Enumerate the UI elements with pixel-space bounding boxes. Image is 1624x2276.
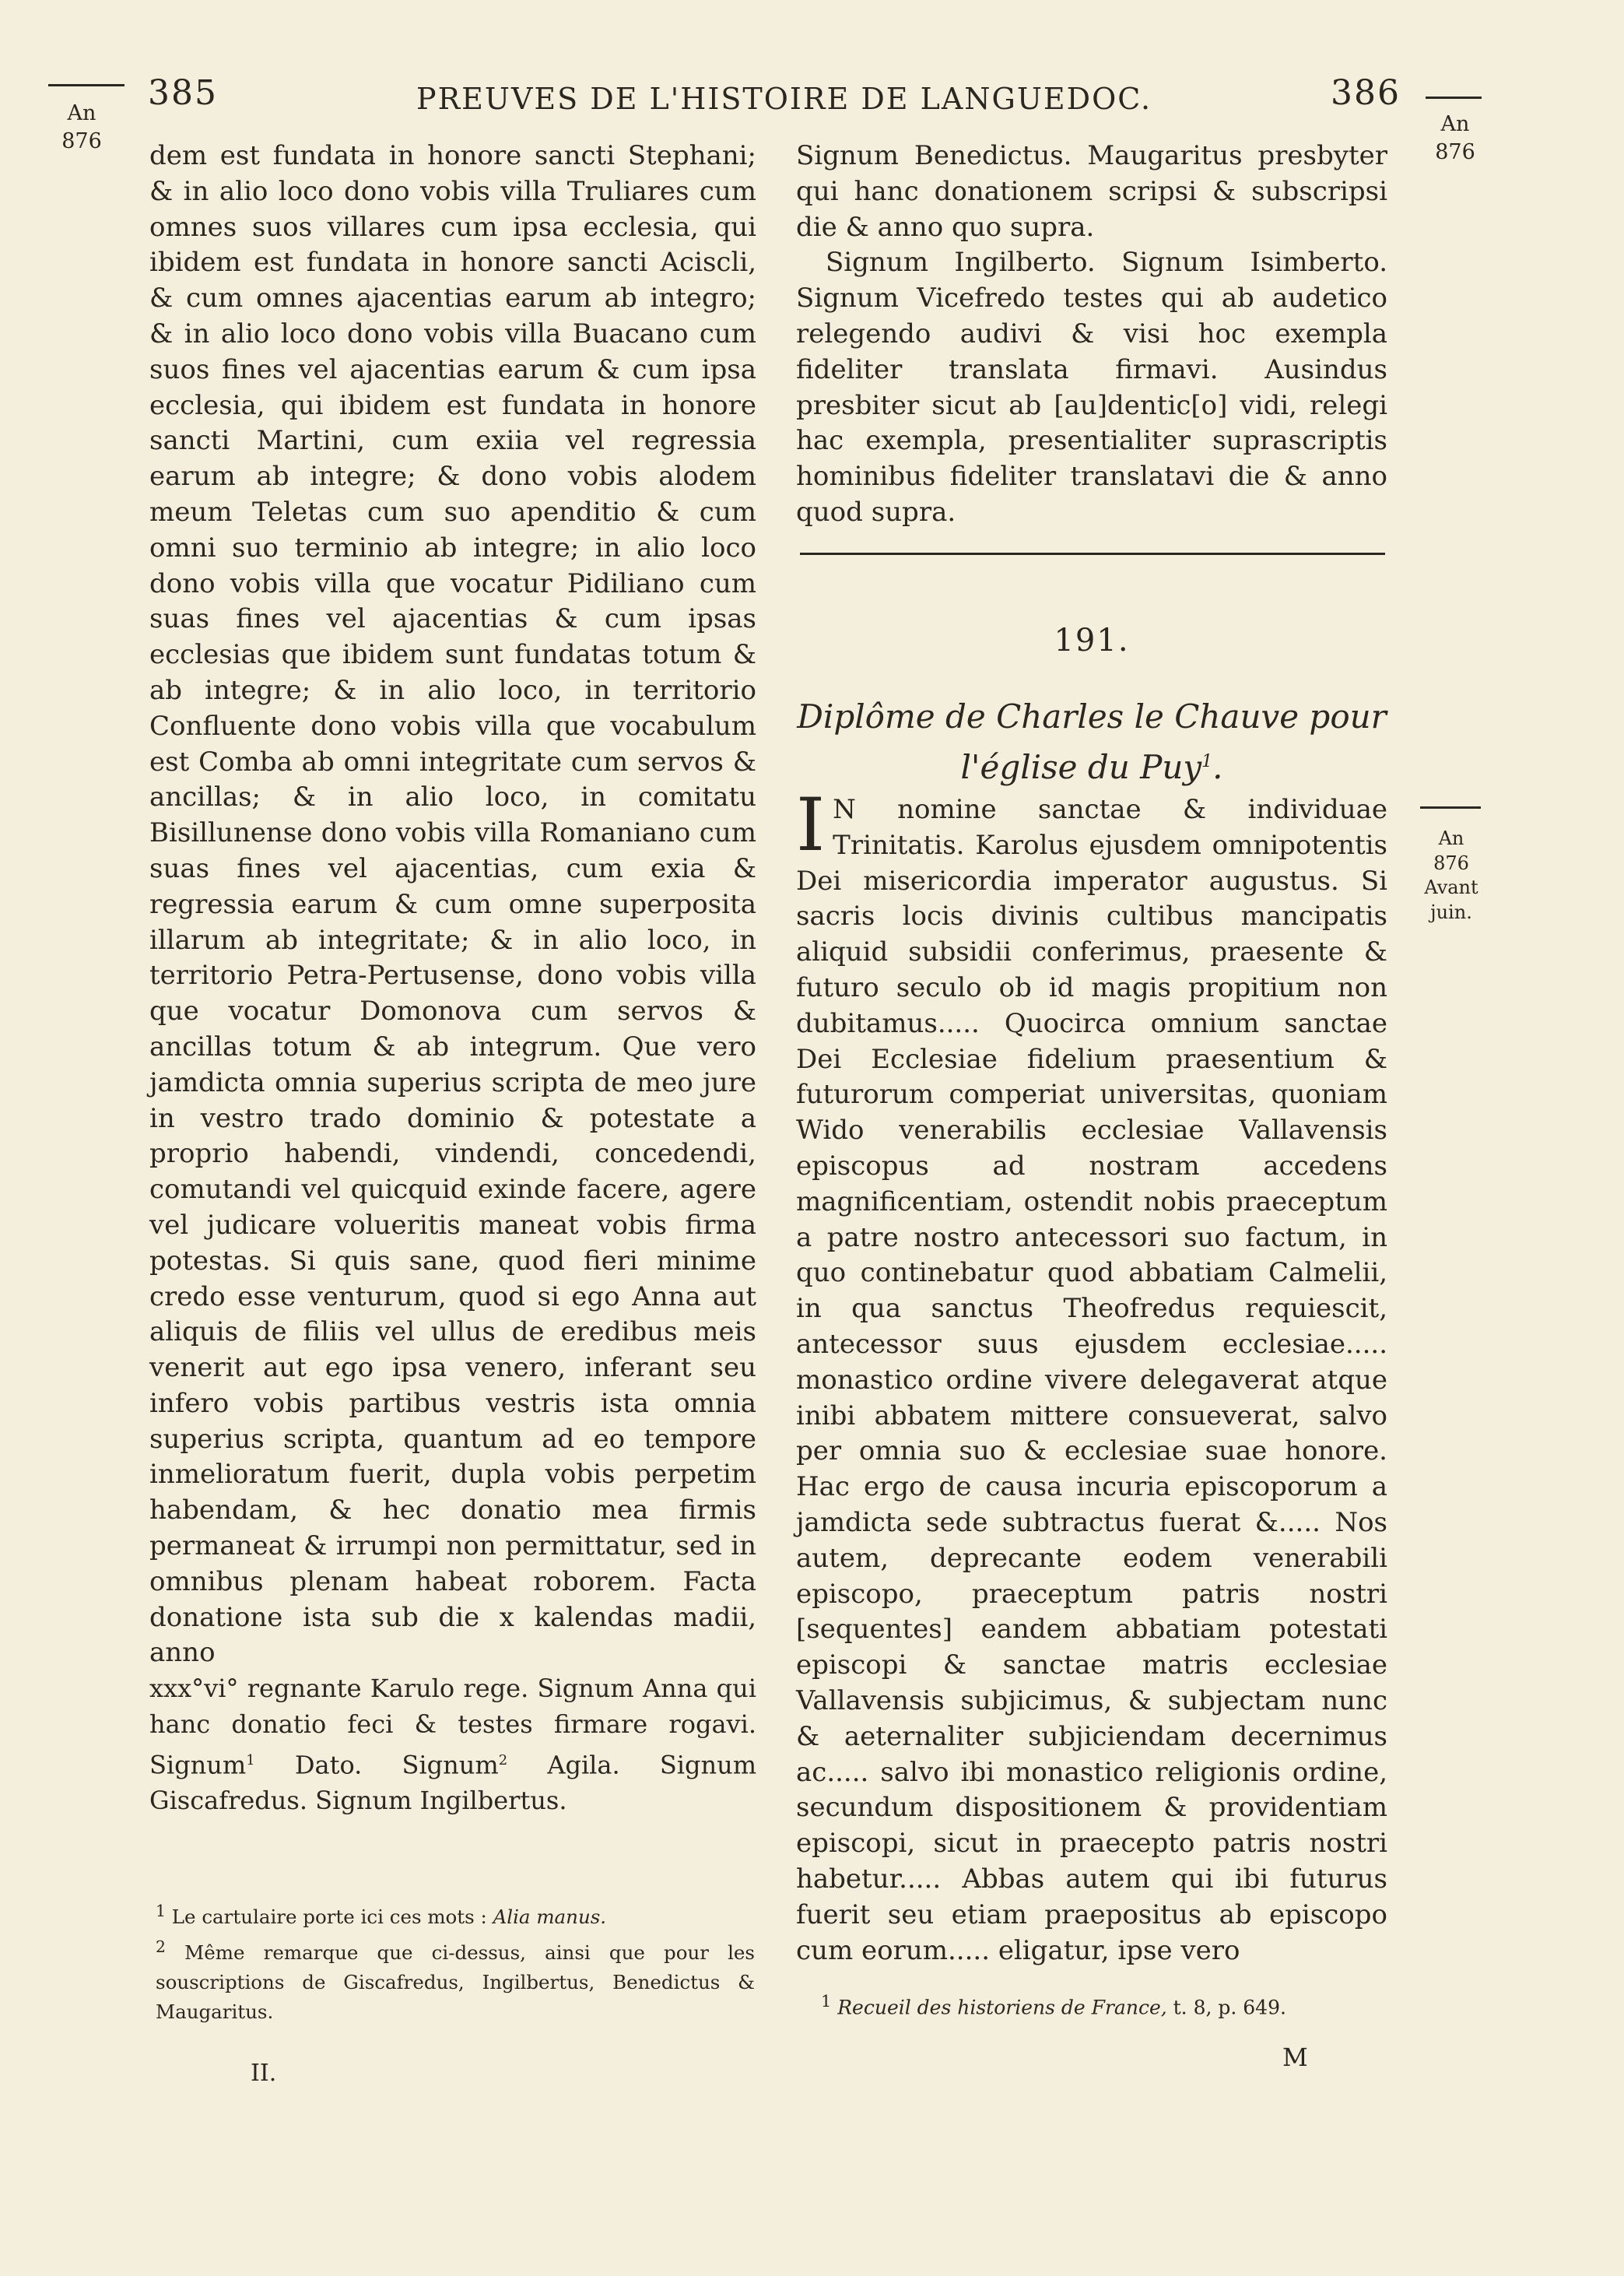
signum-2: Signum [402, 1750, 499, 1780]
document-title-text: Diplôme de Charles le Chauve pour l'église du Puy [797, 697, 1387, 786]
right-column [796, 139, 1387, 531]
signatures-line-1: xxx°vi° regnante Karulo rege. Signum Anna qui hanc donatio feci & testes firmare rogavi. [149, 1674, 756, 1740]
footnote-1-italic: Alia manus. [493, 1905, 607, 1929]
diploma-body [796, 783, 1387, 1969]
footnote-2-text: Même remarque que ci-dessus, ainsi que pour les souscriptions de Giscafredus, Ingilbertus, Benedictus & Maugaritus. [156, 1941, 755, 2024]
left-signatures: xxx°vi° regnante Karulo rege. Signum Anna qui hanc donatio feci & testes firmare rogavi. Signum$^1$ Dato. Signum$^2$ Agila. Signum Giscafredus. Signum Ingilbertus. [149, 1674, 757, 1816]
margin-year-left [51, 100, 113, 155]
right-para-2: Signum Ingilberto. Signum Isimberto. Signum Vicefredo testes qui ab audetico relegendo audivi & visi hoc exempla fideliter translata firmavi. Ausindus presbiter sicut ab [au]dentic[o] vidi, relegi hac exempla, presentialiter suprascriptis hominibus fideliter translatavi die & anno quod supra. [796, 247, 1387, 528]
margin-doc-num: 876 [1433, 852, 1469, 874]
left-footnotes [156, 1899, 755, 2030]
margin-year-right-an: An [1440, 112, 1470, 136]
margin-date-doc [1420, 827, 1482, 926]
margin-year-left-num: 876 [61, 128, 102, 153]
margin-doc-avant: Avant [1424, 876, 1478, 899]
document-title-note: 1 [1201, 752, 1213, 771]
dropcap-letter: I [796, 783, 826, 868]
footnote-1-mark: 1 [156, 1902, 166, 1920]
page-number-right: 386 [1331, 73, 1401, 113]
running-title: PREUVES DE L'HISTOIRE DE LANGUEDOC. [416, 82, 1152, 116]
footnote-1-text: Le cartulaire porte ici ces mots : [171, 1905, 493, 1929]
sig-dato: Dato. [294, 1750, 363, 1780]
right-footnote [821, 1989, 1381, 2026]
sig-rest: Agila. Signum Giscafredus. Signum Ingilbertus. [149, 1750, 757, 1816]
right-footnote-text: t. 8, p. 649. [1166, 1996, 1286, 2019]
margin-doc-juin: juin. [1430, 901, 1472, 924]
right-footnote-line [821, 1989, 1381, 2023]
document-title: Diplôme de Charles le Chauve pour l'église du Puy$^1$. [797, 697, 1387, 786]
margin-year-right [1424, 111, 1486, 166]
footnote-2 [156, 1935, 755, 2027]
margin-year-right-num: 876 [1435, 139, 1475, 164]
margin-rule-right [1426, 97, 1482, 99]
footnote-2-mark: 2 [156, 1937, 166, 1957]
margin-doc-an: An [1438, 827, 1464, 849]
document-number: 191. [1054, 623, 1130, 659]
right-para-1: Signum Benedictus. Maugaritus presbyter qui hanc donationem scripsi & subscripsi die & anno quo supra. [796, 140, 1387, 243]
diploma-start: N nomine sanctae & individuae Trinitatis. [833, 794, 1387, 861]
diploma-continued: Karolus ejusdem omnipotentis Dei misericordia imperator augustus. Si sacris locis divinis cultibus mancipatis aliquid subsidii conferimus, praesente & futuro seculo ob id magis propitium non dubitamus..... Quocirca omnium sanctae Dei Ecclesiae fidelium praesentium & futurorum comperiat universitas, quoniam Wido venerabilis ecclesiae Vallavensis episcopus ad nostram accedens magnificentiam, ostendit nobis praeceptum a patre nostro antecessori suo factum, in quo continebatur quod abbatiam Calmelii, in qua sanctus Theofredus requiescit, antecessor suus ejusdem ecclesiae..... monastico ordine vivere delegaverat atque inibi abbatem mittere consueverat, salvo per omnia suo & ecclesiae suae honore. Hac ergo de causa incuria episcoporum a jamdicta sede subtractus fuerat &..... Nos autem, deprecante eodem venerabili episcopo, praeceptum patris nostri [sequentes] eandem abbatiam potestati episcopi & sanctae matris ecclesiae Vallavensis subjicimus, & subjectam nunc & aeternaliter subjiciendam decernimus ac..... salvo ibi monastico religionis ordine, secundum dispositionem & providentiam episcopi, sicut in praecepto patris nostri habetur..... Abbas autem qui ibi futurus fuerit seu etiam praepositus ab episcopo cum eorum..... eligatur, ipse vero [796, 829, 1387, 1966]
left-column-text: dem est fundata in honore sancti Stephani; & in alio loco dono vobis villa Truliares cum omnes suos villares cum ipsa ecclesia, qui ibidem est fundata in honore sancti Aciscli, & cum omnes ajacentias earum ab integro; & in alio loco dono vobis villa Buacano cum suos fines vel ajacentias earum & cum ipsa ecclesia, qui ibidem est fundata in honore sancti Martini, cum exiia vel regressia earum ab integre; & dono vobis alodem meum Teletas cum suo apenditio & cum omni suo terminio ab integre; in alio loco dono vobis villa que vocatur Pidiliano cum suas fines vel ajacentias & cum ipsas ecclesias que ibidem sunt fundatas totum & ab integre; & in alio loco, in territorio Confluente dono vobis villa que vocabulum est Comba ab omni integritate cum servos & ancillas; & in alio loco, in comitatu Bisillunense dono vobis villa Romaniano cum suas fines vel ajacentias, cum exia & regressia earum & cum omne superposita illarum ab integritate; & in alio loco, in territorio Petra-Pertusense, dono vobis villa que vocatur Domonova cum servos & ancillas totum & ab integrum. Que vero jamdicta omnia superius scripta de meo jure in vestro trado dominio & potestate a proprio habendi, vindendi, concedendi, comutandi vel quicquid exinde facere, agere vel judicare volueritis maneat vobis firma potestas. Si quis sane, quod fieri minime credo esse venturum, quod si ego Anna aut aliquis de filiis vel ullus de eredibus meis venerit aut ego ipsa venero, inferant seu infero vobis partibus vestris ista omnia superius scripta, quantum ad eo tempore inmelioratum fuerit, dupla vobis perpetim habendam, & hec donatio mea firmis permaneat & irrumpi non permittatur, sed in omnibus plenam habeat roborem. Facta donatione ista sub die x kalendas madii, anno [149, 140, 756, 1669]
margin-year-left-an: An [67, 101, 96, 125]
section-separator [800, 553, 1385, 555]
page-number-left: 385 [148, 73, 218, 113]
right-footnote-mark: 1 [821, 1992, 832, 2011]
signature-mark-left: II. [251, 2060, 277, 2087]
signum-1: Signum [149, 1750, 247, 1780]
left-column [149, 139, 756, 1819]
footnote-1 [156, 1899, 755, 1932]
right-footnote-italic: Recueil des historiens de France, [837, 1996, 1167, 2019]
signature-mark-right: M [1282, 2042, 1308, 2072]
margin-rule-doc [1420, 806, 1481, 809]
margin-rule-left [48, 84, 125, 86]
diploma-text [796, 783, 1387, 1969]
